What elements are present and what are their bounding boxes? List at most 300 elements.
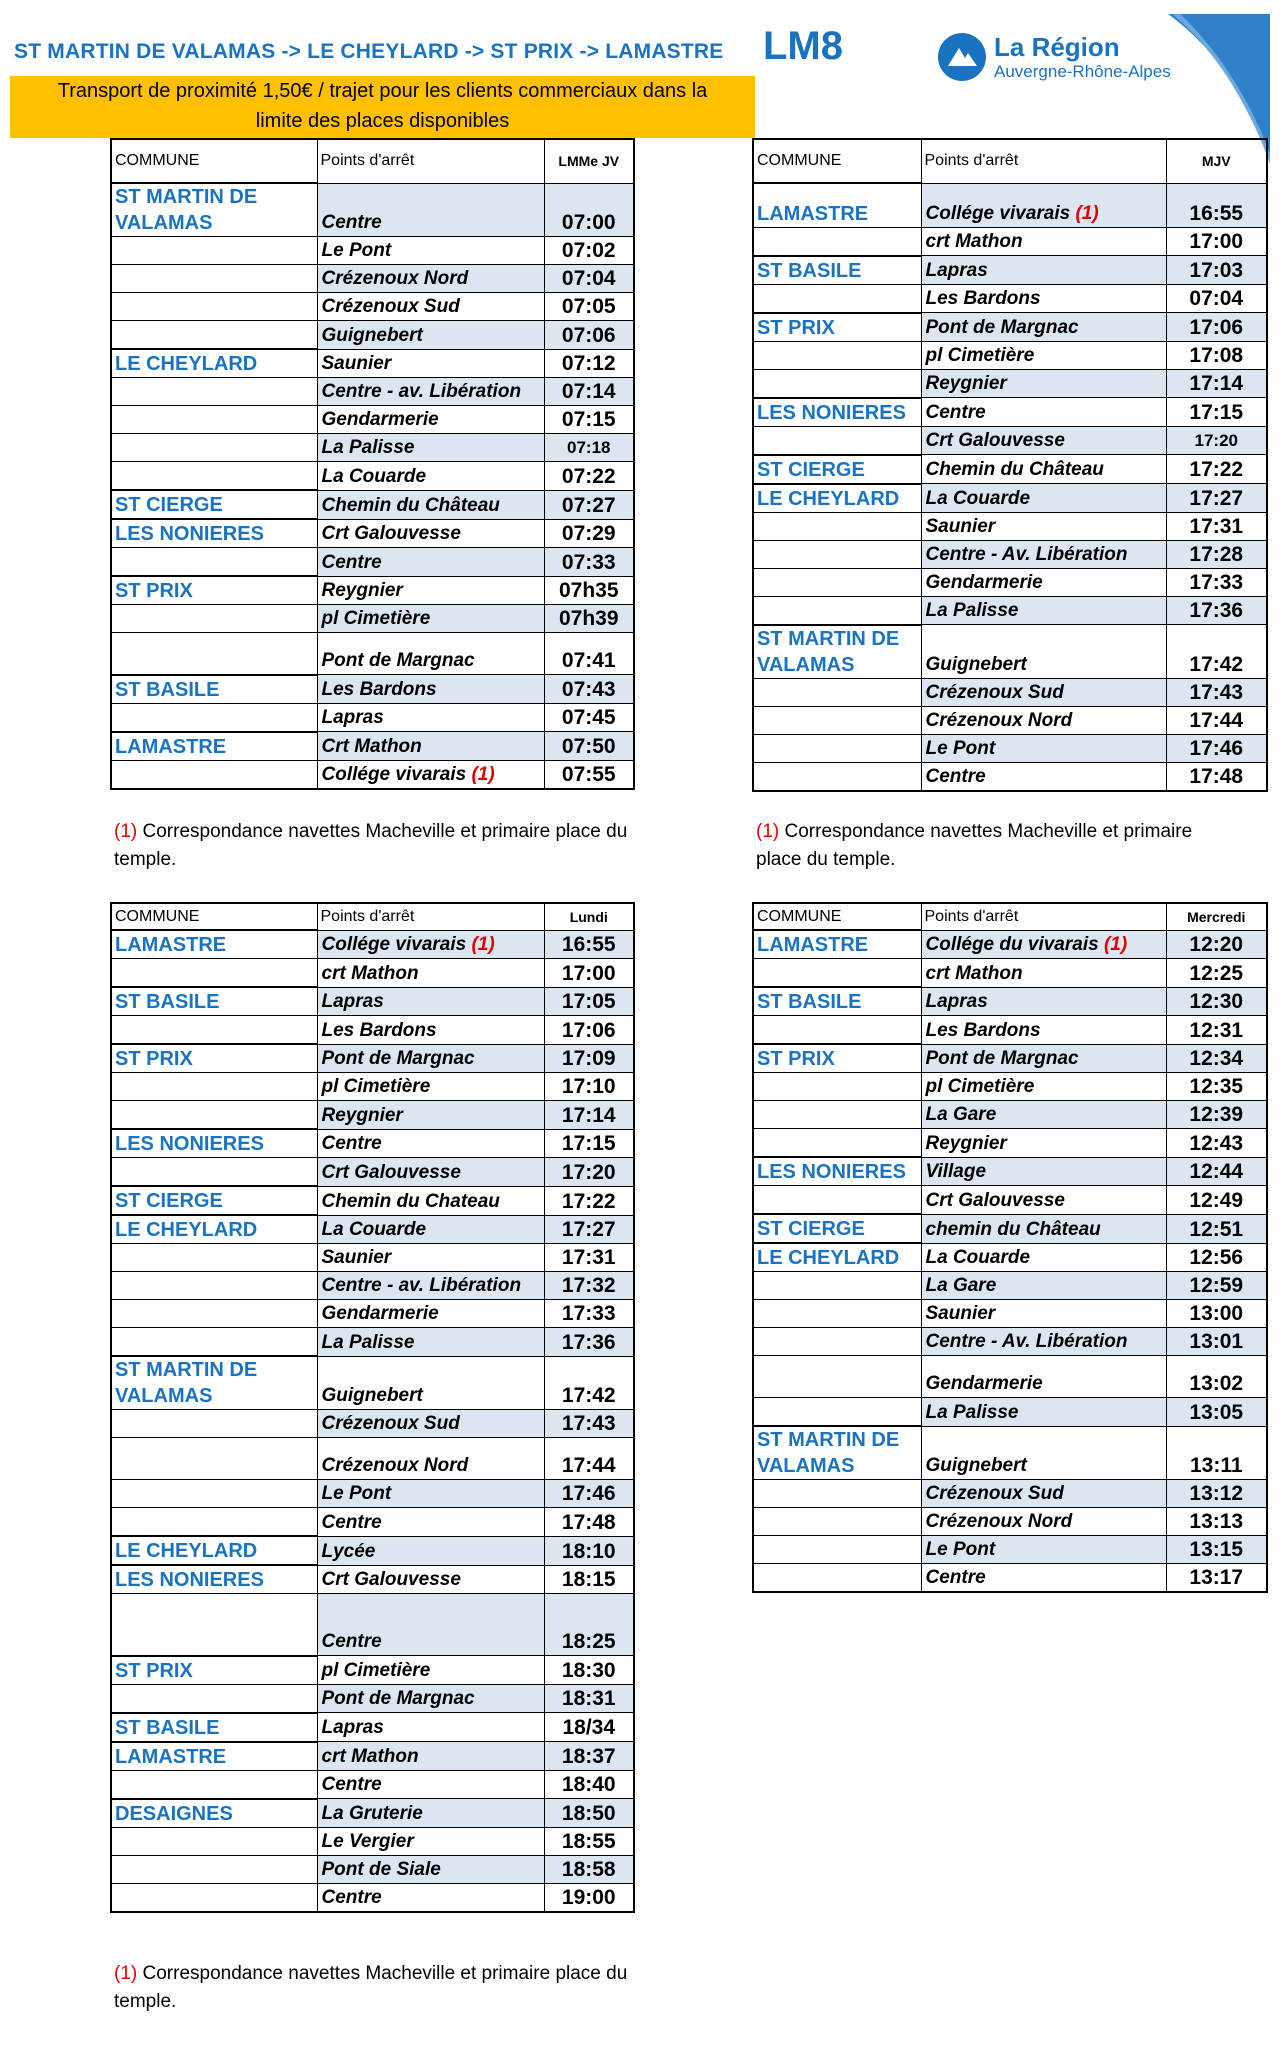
commune-cell	[111, 462, 317, 491]
table-row	[753, 1564, 1267, 1593]
stop-cell	[921, 568, 1166, 596]
stop-cell	[317, 703, 544, 732]
stop-name: Saunier	[925, 1303, 996, 1324]
commune-cell: LE CHEYLARD	[111, 349, 317, 378]
table-row	[111, 1215, 634, 1244]
commune-cell	[111, 760, 317, 789]
commune-cell: ST MARTIN DE VALAMAS	[753, 625, 921, 679]
footnote-marker: (1)	[114, 1963, 138, 1984]
table-row	[753, 1243, 1267, 1272]
stop-name: Centre	[925, 401, 986, 423]
time-cell: 17:43	[1166, 678, 1267, 706]
table-row	[753, 512, 1267, 540]
stop-cell	[317, 1742, 544, 1771]
stop-cell	[317, 675, 544, 704]
time-cell: 12:39	[1166, 1101, 1267, 1129]
stop-cell	[921, 734, 1166, 762]
stop-cell	[317, 265, 544, 293]
time-cell: 17:20	[1166, 426, 1267, 455]
time-cell: 12:35	[1166, 1073, 1267, 1101]
stop-cell	[921, 987, 1166, 1016]
stop-cell	[921, 1356, 1166, 1398]
stop-name: La Palisse	[321, 1331, 415, 1353]
commune-cell	[753, 678, 921, 706]
stop-name: Crt Galouvesse	[925, 430, 1065, 451]
footnote-ref: (1)	[1103, 934, 1128, 955]
commune-cell: LE CHEYLARD	[111, 1536, 317, 1565]
time-cell: 19:00	[544, 1883, 634, 1912]
commune-cell	[753, 596, 921, 625]
time-cell: 17:31	[1166, 512, 1267, 540]
commune-cell: ST PRIX	[753, 313, 921, 342]
stop-cell	[921, 706, 1166, 734]
commune-cell	[753, 1129, 921, 1158]
time-cell: 17:10	[544, 1073, 634, 1101]
stop-cell	[317, 1300, 544, 1328]
time-cell: 18/34	[544, 1713, 634, 1742]
time-cell: 13:13	[1166, 1508, 1267, 1536]
time-cell: 07h39	[544, 605, 634, 633]
commune-cell: ST PRIX	[111, 1044, 317, 1073]
stop-cell	[921, 1300, 1166, 1328]
time-cell: 07:14	[544, 378, 634, 406]
time-cell: 12:51	[1166, 1214, 1267, 1243]
time-cell: 07:18	[544, 434, 634, 462]
table-row	[753, 1157, 1267, 1186]
commune-cell: LES NONIERES	[753, 1157, 921, 1186]
time-cell: 07:33	[544, 548, 634, 577]
time-cell: 17:27	[544, 1215, 634, 1244]
table-row	[753, 284, 1267, 313]
commune-cell: LAMASTRE	[753, 930, 921, 959]
stop-cell	[921, 1480, 1166, 1508]
stop-name: Saunier	[321, 353, 392, 374]
stop-cell	[921, 227, 1166, 256]
table-row	[111, 605, 634, 633]
commune-cell: LES NONIERES	[111, 1129, 317, 1158]
logo-title: La Région	[994, 32, 1120, 62]
table-row	[753, 1300, 1267, 1328]
stop-name: Chemin du Château	[925, 459, 1104, 480]
stop-cell	[921, 959, 1166, 988]
commune-cell	[753, 426, 921, 455]
table-row	[753, 369, 1267, 398]
commune-cell: LE CHEYLARD	[111, 1215, 317, 1244]
stop-cell	[317, 760, 544, 789]
table-row	[753, 1426, 1267, 1480]
stop-cell	[921, 313, 1166, 342]
time-cell: 18:25	[544, 1594, 634, 1656]
stop-name: Lapras	[321, 1717, 384, 1738]
stops-header: Points d'arrêt	[921, 139, 1166, 183]
stop-name: Crt Mathon	[321, 735, 422, 757]
stop-cell	[317, 1799, 544, 1828]
commune-cell	[111, 1438, 317, 1480]
commune-cell	[111, 293, 317, 321]
commune-cell	[753, 706, 921, 734]
time-cell: 17:46	[1166, 734, 1267, 762]
stop-cell	[921, 1328, 1166, 1356]
footnote-text: Correspondance navettes Macheville et primaire place du temple.	[114, 1963, 628, 2012]
stop-name: Reygnier	[321, 580, 403, 601]
time-cell: 17:15	[544, 1129, 634, 1158]
stop-cell	[317, 349, 544, 378]
stop-cell	[317, 1594, 544, 1656]
stop-cell	[317, 1101, 544, 1130]
stop-cell	[921, 183, 1166, 227]
table-row	[753, 1398, 1267, 1427]
stop-name: Crézenoux Sud	[925, 1483, 1064, 1504]
stop-cell	[921, 256, 1166, 285]
table-row	[111, 1044, 634, 1073]
commune-cell	[753, 1186, 921, 1215]
table-row	[111, 1883, 634, 1912]
commune-cell	[111, 1300, 317, 1328]
table-row	[753, 1186, 1267, 1215]
stop-cell	[317, 633, 544, 675]
table-row	[753, 1214, 1267, 1243]
stop-cell	[921, 484, 1166, 513]
time-cell: 18:58	[544, 1855, 634, 1883]
table-row	[753, 678, 1267, 706]
stop-name: La Couarde	[321, 465, 427, 487]
table-row	[111, 675, 634, 704]
table-row	[753, 1272, 1267, 1300]
time-cell: 17:43	[544, 1410, 634, 1438]
time-cell: 12:49	[1166, 1186, 1267, 1215]
table-header-row	[111, 139, 634, 183]
table-row	[111, 1101, 634, 1130]
stop-cell	[317, 1044, 544, 1073]
stop-name: La Gare	[925, 1275, 997, 1296]
commune-cell	[753, 1016, 921, 1045]
table-row	[753, 398, 1267, 427]
time-cell: 18:40	[544, 1770, 634, 1799]
stop-cell	[317, 1328, 544, 1357]
stop-name: Centre	[321, 212, 382, 233]
commune-cell	[111, 959, 317, 988]
stop-name: Lapras	[321, 991, 384, 1012]
commune-cell	[111, 1244, 317, 1272]
footnote-marker: (1)	[114, 821, 138, 842]
stop-cell	[921, 1426, 1166, 1480]
time-cell: 17:00	[1166, 227, 1267, 256]
stop-cell	[921, 1398, 1166, 1427]
line-code: LM8	[763, 24, 843, 68]
commune-cell	[111, 1158, 317, 1187]
commune-cell	[753, 1480, 921, 1508]
time-cell: 07h35	[544, 576, 634, 605]
stop-name: Centre - Av. Libération	[925, 1331, 1128, 1352]
notice-line-2: limite des places disponibles	[255, 110, 510, 132]
time-cell: 12:56	[1166, 1243, 1267, 1272]
table-header-row	[111, 903, 634, 930]
time-cell: 12:31	[1166, 1016, 1267, 1045]
table-row	[753, 706, 1267, 734]
commune-cell: ST PRIX	[111, 576, 317, 605]
commune-cell	[111, 1016, 317, 1045]
table-header-row	[753, 903, 1267, 930]
table-row	[111, 1855, 634, 1883]
time-cell: 17:22	[1166, 455, 1267, 484]
time-cell: 17:14	[544, 1101, 634, 1130]
stop-cell	[317, 1244, 544, 1272]
stop-name: Guignebert	[321, 324, 423, 346]
stop-name: Crézenoux Nord	[925, 1511, 1073, 1532]
stop-name: Saunier	[321, 1247, 392, 1268]
table-row	[753, 1073, 1267, 1101]
table-row	[753, 568, 1267, 596]
commune-cell: ST BASILE	[111, 675, 317, 704]
stop-name: Les Bardons	[321, 1019, 437, 1041]
stop-cell	[317, 1656, 544, 1685]
stops-header: Points d'arrêt	[317, 139, 544, 183]
stop-name: Collége vivarais	[925, 202, 1071, 224]
timetable-1	[110, 138, 635, 790]
stop-cell	[921, 1508, 1166, 1536]
table-row	[111, 1438, 634, 1480]
time-cell: 17:27	[1166, 484, 1267, 513]
table-row	[111, 1016, 634, 1045]
time-cell: 13:02	[1166, 1356, 1267, 1398]
footnote-marker: (1)	[756, 821, 780, 842]
stop-name: Gendarmerie	[925, 571, 1043, 593]
stop-name: Lapras	[321, 707, 384, 728]
commune-cell	[753, 1356, 921, 1398]
stop-name: Crézenoux Sud	[321, 296, 460, 317]
stop-name: Crézenoux Nord	[321, 1455, 469, 1476]
table-row	[753, 1480, 1267, 1508]
stop-cell	[317, 1684, 544, 1713]
commune-cell: LES NONIERES	[111, 519, 317, 548]
table-row	[111, 406, 634, 434]
time-cell: 13:00	[1166, 1300, 1267, 1328]
table-row	[753, 256, 1267, 285]
stop-name: Le Vergier	[321, 1830, 414, 1852]
stop-name: Crézenoux Nord	[925, 709, 1073, 731]
commune-cell: DESAIGNES	[111, 1799, 317, 1828]
table-row	[111, 321, 634, 350]
table-row	[753, 313, 1267, 342]
stop-cell	[317, 1410, 544, 1438]
stop-cell	[921, 625, 1166, 679]
stop-cell	[317, 1536, 544, 1565]
stop-name: Chemin du Chateau	[321, 1190, 500, 1212]
table-row	[111, 1770, 634, 1799]
stop-name: Collége du vivarais	[925, 934, 1099, 955]
commune-cell	[753, 1328, 921, 1356]
commune-cell: LE CHEYLARD	[753, 484, 921, 513]
footnote	[114, 818, 654, 874]
stop-cell	[317, 462, 544, 491]
stop-name: Centre - av. Libération	[321, 381, 522, 402]
time-cell: 12:44	[1166, 1157, 1267, 1186]
table-row	[753, 1016, 1267, 1045]
time-cell: 16:55	[544, 930, 634, 959]
stop-cell	[317, 987, 544, 1016]
stop-name: pl Cimetière	[321, 1659, 431, 1681]
stop-cell	[317, 1215, 544, 1244]
table-row	[111, 1536, 634, 1565]
stop-name: Reygnier	[925, 373, 1007, 394]
commune-cell	[111, 237, 317, 265]
time-cell: 17:06	[1166, 313, 1267, 342]
stop-name: Pont de Siale	[321, 1858, 441, 1880]
table-row	[111, 1656, 634, 1685]
commune-header: COMMUNE	[111, 903, 317, 930]
stop-name: La Palisse	[321, 437, 415, 458]
stop-cell	[921, 284, 1166, 313]
stop-name: chemin du Château	[925, 1218, 1101, 1240]
time-cell: 17:44	[1166, 706, 1267, 734]
stop-cell	[921, 426, 1166, 455]
time-cell: 07:00	[544, 183, 634, 237]
table-row	[753, 1508, 1267, 1536]
footnote-text: Correspondance navettes Macheville et primaire place du temple.	[114, 821, 628, 870]
commune-cell	[753, 734, 921, 762]
stop-cell	[317, 1016, 544, 1045]
stop-name: Lapras	[925, 991, 988, 1012]
commune-cell	[753, 762, 921, 791]
commune-cell: ST CIERGE	[753, 455, 921, 484]
stop-cell	[317, 378, 544, 406]
stop-cell	[317, 1129, 544, 1158]
stop-name: Gendarmerie	[925, 1373, 1043, 1394]
stop-name: Crt Galouvesse	[321, 1569, 461, 1590]
table-row	[111, 490, 634, 519]
stop-name: Pont de Margnac	[925, 1048, 1079, 1069]
commune-cell	[111, 265, 317, 293]
stop-name: Centre	[321, 1886, 382, 1908]
commune-cell	[111, 1883, 317, 1912]
notice-line-1: Transport de proximité 1,50€ / trajet pour les clients commerciaux dans la	[57, 80, 708, 102]
table-row	[111, 930, 634, 959]
commune-cell	[753, 540, 921, 568]
stop-cell	[317, 1158, 544, 1187]
commune-cell	[753, 568, 921, 596]
time-cell: 12:30	[1166, 987, 1267, 1016]
commune-header: COMMUNE	[753, 139, 921, 183]
commune-cell	[111, 1272, 317, 1300]
stop-name: Crt Galouvesse	[321, 1161, 461, 1183]
time-cell: 13:17	[1166, 1564, 1267, 1593]
time-cell: 07:04	[544, 265, 634, 293]
timetable-4	[752, 902, 1268, 1593]
time-cell: 07:06	[544, 321, 634, 350]
table-header-row	[753, 139, 1267, 183]
route-title: ST MARTIN DE VALAMAS -> LE CHEYLARD -> ST PRIX -> LAMASTRE	[14, 40, 724, 63]
time-cell: 17:05	[544, 987, 634, 1016]
stop-cell	[317, 406, 544, 434]
time-cell: 17:03	[1166, 256, 1267, 285]
time-cell: 17:33	[1166, 568, 1267, 596]
time-cell: 17:22	[544, 1186, 634, 1215]
commune-cell	[111, 378, 317, 406]
commune-cell	[111, 1770, 317, 1799]
commune-cell	[753, 1300, 921, 1328]
stop-cell	[921, 1101, 1166, 1129]
day-header: MJV	[1166, 139, 1267, 183]
commune-cell	[111, 321, 317, 350]
table-row	[753, 1044, 1267, 1073]
table-row	[111, 1742, 634, 1771]
commune-cell	[753, 512, 921, 540]
stop-name: Gendarmerie	[321, 409, 439, 430]
table-row	[753, 625, 1267, 679]
stop-cell	[921, 1073, 1166, 1101]
table-row	[111, 1244, 634, 1272]
stop-name: La Couarde	[925, 1247, 1031, 1268]
stop-name: Centre	[321, 1774, 382, 1795]
stop-cell	[921, 455, 1166, 484]
commune-cell	[111, 1073, 317, 1101]
table-row	[111, 1594, 634, 1656]
commune-cell: ST MARTIN DE VALAMAS	[111, 183, 317, 237]
table-row	[111, 1565, 634, 1594]
time-cell: 13:15	[1166, 1536, 1267, 1564]
table-row	[111, 1799, 634, 1828]
time-cell: 17:08	[1166, 341, 1267, 369]
stop-cell	[921, 1536, 1166, 1564]
time-cell: 07:12	[544, 349, 634, 378]
stop-name: Gendarmerie	[321, 1303, 439, 1324]
stop-name: Les Bardons	[321, 678, 437, 700]
stop-name: Les Bardons	[925, 288, 1041, 309]
commune-cell: ST CIERGE	[111, 490, 317, 519]
stop-cell	[921, 341, 1166, 369]
commune-cell: LE CHEYLARD	[753, 1243, 921, 1272]
commune-cell: ST MARTIN DE VALAMAS	[111, 1356, 317, 1410]
table-row	[753, 959, 1267, 988]
stop-name: Centre	[925, 1567, 986, 1588]
stop-name: Le Pont	[925, 737, 996, 759]
stop-name: La Palisse	[925, 1401, 1019, 1423]
time-cell: 17:06	[544, 1016, 634, 1045]
stop-cell	[317, 434, 544, 462]
stops-header: Points d'arrêt	[317, 903, 544, 930]
time-cell: 18:55	[544, 1827, 634, 1855]
commune-cell	[111, 703, 317, 732]
table-row	[111, 237, 634, 265]
time-cell: 07:50	[544, 732, 634, 761]
table-row	[753, 227, 1267, 256]
stop-cell	[317, 1480, 544, 1508]
table-row	[753, 734, 1267, 762]
table-row	[111, 548, 634, 577]
table-row	[111, 183, 634, 237]
timetable-3	[110, 902, 635, 1913]
commune-cell: LAMASTRE	[111, 1742, 317, 1771]
commune-cell	[753, 1536, 921, 1564]
table-row	[111, 576, 634, 605]
stop-cell	[317, 1565, 544, 1594]
stop-name: Reygnier	[321, 1104, 403, 1126]
commune-cell	[753, 284, 921, 313]
stop-name: La Palisse	[925, 600, 1019, 621]
footnote	[756, 818, 1216, 874]
table-row	[111, 1158, 634, 1187]
time-cell: 18:31	[544, 1684, 634, 1713]
stop-name: Pont de Margnac	[321, 650, 475, 671]
commune-cell	[111, 605, 317, 633]
time-cell: 17:15	[1166, 398, 1267, 427]
table-row	[753, 1129, 1267, 1158]
time-cell: 17:09	[544, 1044, 634, 1073]
time-cell: 17:36	[544, 1328, 634, 1357]
stop-name: Lapras	[925, 259, 988, 281]
table-row	[111, 434, 634, 462]
stop-cell	[317, 183, 544, 237]
